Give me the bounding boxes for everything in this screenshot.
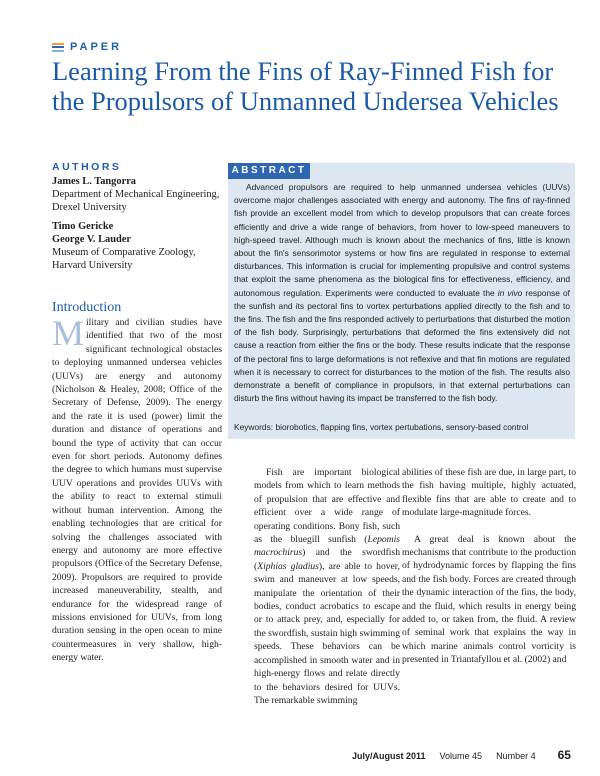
body-column-2: Fish are important biological models from which to learn methods of propulsion that are effective and efficient over a wide range of operating conditions. Bony fish, such as the bluegill sunfish (Lepomis macrochirus) and the swordfish (Xiphias gladius), are able to hover, swim and maneuver at low speeds, manipulate the orientation of their bodies, conduct acrobatics to escape or to attack prey, and, especially for the swordfish, sustain high swimming speeds. These behaviors can be accomplished in smooth water and in high-energy flows and relate directly to the behaviors desired for UUVs. The remarkable swimming [254,467,401,706]
paragraph: A great deal is known about the mechanisms that contribute to the production of hydrodynamic forces by flapping the fins and the fish body. Forces are created through the dynamic interaction of the fins, the body, and the fluid, which results in energy being added to, or taken from, the fluid. A review of seminal work that explains the way in which marine animals control vorticity is presented in Triantafyllou et al. (2002) and [402,533,576,666]
body-column-3 [402,466,576,667]
author-group [52,175,222,214]
abstract-text: Advanced propulsors are required to help unmanned undersea vehicles (UUVs) overcome major challenges associated with energy and autonomy. The fins of ray-finned fish provide an excellent model from which to develop propulsors that can create forces efficiently and drive a wide range of behaviors, from hover to low-speed maneuvers to high-speed travel. Although much is known about the mechanics of fins, little is known about the fin's sensorimotor systems or how fins are regulated in response to external disturbances. This information is crucial for implementing propulsive and control systems that exploit the same phenomena as the biological fins for effectiveness, efficiency, and autonomous regulation. Experiments were conducted to evaluate the in vivo response of the sunfish and its pectoral fins to vortex perturbations applied directly to the fish and to the fins. The fish and the fins responded actively to perturbations that disturbed the motion of the fish body. Surprisingly, perturbations that deformed the fins extensively did not cause a reaction from either the fins or the body. These results indicate that the response of the pectoral fins to large deformations is not reflexive and that fin motions are regulated when it is necessary to correct for disturbances to the motion of the fish. The results also demonstrate a benefit of compliance in propulsors, in that external perturbations can disturb the fins without having its impact be transferred to the fish body. [234,182,570,404]
issue-number: Number 4 [496,751,536,761]
author-affiliation: Museum of Comparative Zoology, Harvard University [52,247,196,271]
drop-cap: M [52,313,85,353]
body-column-1: Military and civilian studies have identified that two of the most significant technological obstacles to deploying unmanned undersea vehicles (UUVs) are energy and autonomy (Nicholson & Healey, 2008; Office of the Secretary of Defense, 2009). The energy and the rate it is used (power) limit the duration and distance of operations and bound the type of activity that can occur even for short periods. Autonomy defines the degree to which humans must supervise UUV operations and provides UUVs with the ability to react to external stimuli without human intervention. Among the enabling technologies that are critical for solving the challenges associated with energy and autonomy are more effective propulsors (Office of the Secretary Defense, 2009). Propulsors are required to provide increased maneuverability, stealth, and endurance for the widespread range of missions envisioned for UUVs, from long duration sensing in the open ocean to mine countermeasures in very shallow, high-energy water. [52,313,222,664]
paragraph: abilities of these fish are due, in large part, to the fish having multiple, highly actuated, flexible fins that are able to create and to modulate large-magnitude forces. [402,467,576,519]
keywords [234,421,570,433]
author-name: George V. Lauder [52,234,131,245]
section-tag-icon [52,43,64,52]
author-group [52,220,222,272]
authors-block [52,175,222,278]
author-name: James L. Tangorra [52,176,136,187]
authors-heading: AUTHORS [52,161,122,173]
introduction-heading: Introduction [52,300,122,315]
abstract-heading: ABSTRACT [228,163,310,179]
abstract-box [228,163,575,439]
keywords-label: Keywords: [234,422,274,432]
page-footer [352,748,571,762]
author-affiliation: Department of Mechanical Engineering, Drexel University [52,189,220,213]
keywords-list: biorobotics, flapping fins, vortex pertubations, sensory-based control [275,422,529,432]
page-number: 65 [557,748,571,762]
issue-date: July/August 2011 [352,751,426,761]
article-title: Learning From the Fins of Ray-Finned Fish for the Propulsors of Unmanned Undersea Vehicles [52,56,559,116]
volume: Volume 45 [439,751,483,761]
section-tag [52,41,122,53]
author-name: Timo Gericke [52,221,114,232]
section-label: PAPER [70,41,123,53]
